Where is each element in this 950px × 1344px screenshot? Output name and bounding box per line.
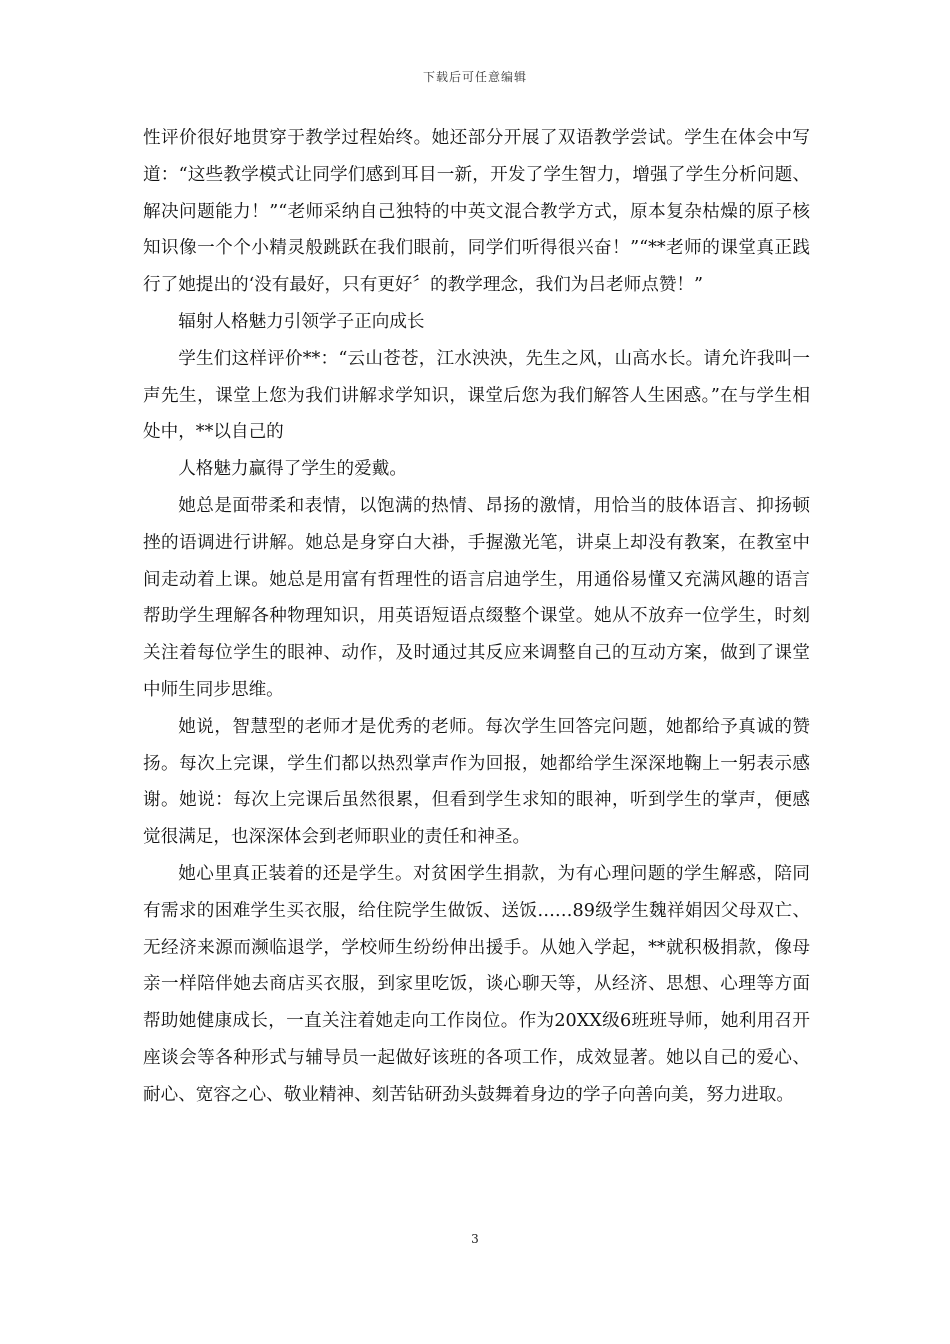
page-number: 3 [471, 1232, 479, 1246]
document-body [143, 120, 810, 1114]
paragraph-continued-evaluation: 性评价很好地贯穿于教学过程始终。她还部分开展了双语教学尝试。学生在体会中写道：“这些教学模式让同学们感到耳目一新，开发了学生智力，增强了学生分析问题、解决问题能力！”“老师采纳自己独特的中英文混合教学方式，原本复杂枯燥的原子核知识像一个个小精灵般跳跃在我们眼前，同学们听得很兴奋！”“**老师的课堂真正践行了她提出的‘没有最好，只有更好〞的教学理念，我们为吕老师点赞！” [143, 128, 810, 296]
page-header: 下载后可任意编辑 [422, 70, 527, 84]
paragraph-care-for-students: 她心里真正装着的还是学生。对贫困学生捐款，为有心理问题的学生解惑，陪同有需求的困难学生买衣服，给住院学生做饭、送饭……89级学生魏祥娟因父母双亡、无经济来源而濒临退学，学校师生纷纷伸出援手。从她入学起，**就积极捐款，像母亲一样陪伴她去商店买衣服，到家里吃饭，谈心聊天等，从经济、思想、心理等方面帮助她健康成长，一直关注着她走向工作岗位。作为20XX级6班班导师，她利用召开座谈会等各种形式与辅导员一起做好该班的各项工作，成效显著。她以自己的爱心、耐心、宽容之心、敬业精神、刻苦钻研劲头鼓舞着身边的学子向善向美，努力进取。 [143, 863, 810, 1105]
paragraph-student-evaluation: 学生们这样评价**：“云山苍苍，江水泱泱，先生之风，山高水长。请允许我叫一声先生，课堂上您为我们讲解求学知识，课堂后您为我们解答人生困惑。”在与学生相处中，**以自己的 [143, 348, 810, 443]
paragraph-charisma: 人格魅力赢得了学生的爱戴。 [178, 459, 407, 480]
paragraph-teaching-style: 她总是面带柔和表情，以饱满的热情、昂扬的激情，用恰当的肢体语言、抑扬顿挫的语调进行讲解。她总是身穿白大褂，手握激光笔，讲桌上却没有教案，在教室中间走动着上课。她总是用富有哲理性的语言启迪学生，用通俗易懂又充满风趣的语言帮助学生理解各种物理知识，用英语短语点缀整个课堂。她从不放弃一位学生，时刻关注着每位学生的眼神、动作，及时通过其反应来调整自己的互动方案，做到了课堂中师生同步思维。 [143, 495, 810, 700]
paragraph-wisdom: 她说，智慧型的老师才是优秀的老师。每次学生回答完问题，她都给予真诚的赞扬。每次上完课，学生们都以热烈掌声作为回报，她都给学生深深地鞠上一躬表示感谢。她说：每次上完课后虽然很累，但看到学生求知的眼神，听到学生的掌声，便感觉很满足，也深深体会到老师职业的责任和神圣。 [143, 716, 810, 848]
section-heading: 辐射人格魅力引领学子正向成长 [178, 311, 425, 332]
